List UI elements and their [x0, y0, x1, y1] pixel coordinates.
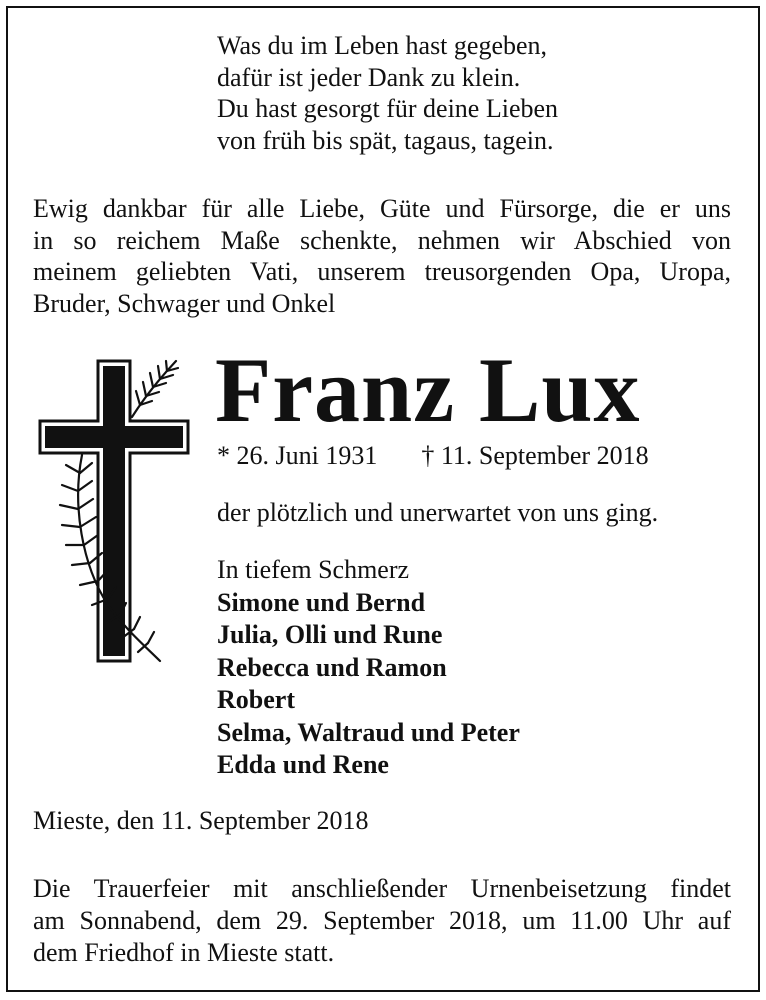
poem-line: dafür ist jeder Dank zu klein.	[217, 62, 521, 92]
passing-text: der plötzlich und unerwartet von uns ging.	[217, 498, 659, 527]
mourner-name: Edda und Rene	[217, 750, 389, 779]
mourner-name: Selma, Waltraud und Peter	[217, 717, 520, 747]
death-date: † 11. September 2018	[421, 441, 649, 470]
poem-line: von früh bis spät, tagaus, tagein.	[217, 125, 554, 155]
birth-date: * 26. Juni 1931	[217, 441, 378, 470]
intro-line: Bruder, Schwager und Onkel	[33, 288, 336, 318]
poem-line: Was du im Leben hast gegeben,	[217, 31, 548, 60]
intro-line: meinem geliebten Vati, unserem treusorgenden Opa, Uropa,	[33, 257, 731, 286]
poem	[217, 30, 558, 156]
place-date: Mieste, den 11. September 2018	[33, 806, 369, 835]
mourner-name: Simone und Bernd	[217, 587, 426, 617]
intro-line: in so reichem Maße schenkte, nehmen wir Abschied von	[33, 225, 731, 255]
mourner-name: Rebecca und Ramon	[217, 652, 447, 682]
intro-line: Ewig dankbar für alle Liebe, Güte und Fürsorge, die er uns	[33, 194, 731, 223]
life-dates	[217, 440, 649, 472]
mourners-heading: In tiefem Schmerz	[217, 555, 410, 584]
mourners-block	[217, 554, 520, 782]
cross-with-palm-branch-icon	[36, 355, 192, 667]
funeral-line: dem Friedhof in Mieste statt.	[33, 938, 335, 967]
funeral-line: Die Trauerfeier mit anschließender Urnenbeisetzung findet	[33, 874, 731, 903]
poem-line: Du hast gesorgt für deine Lieben	[217, 94, 559, 123]
mourner-name: Julia, Olli und Rune	[217, 620, 443, 649]
mourner-name: Robert	[217, 685, 295, 714]
funeral-line: am Sonnabend, dem 29. September 2018, um 11.00 Uhr auf	[33, 906, 731, 935]
deceased-name: Franz Lux	[215, 339, 641, 441]
funeral-notice	[33, 873, 731, 969]
intro-paragraph	[33, 193, 731, 319]
